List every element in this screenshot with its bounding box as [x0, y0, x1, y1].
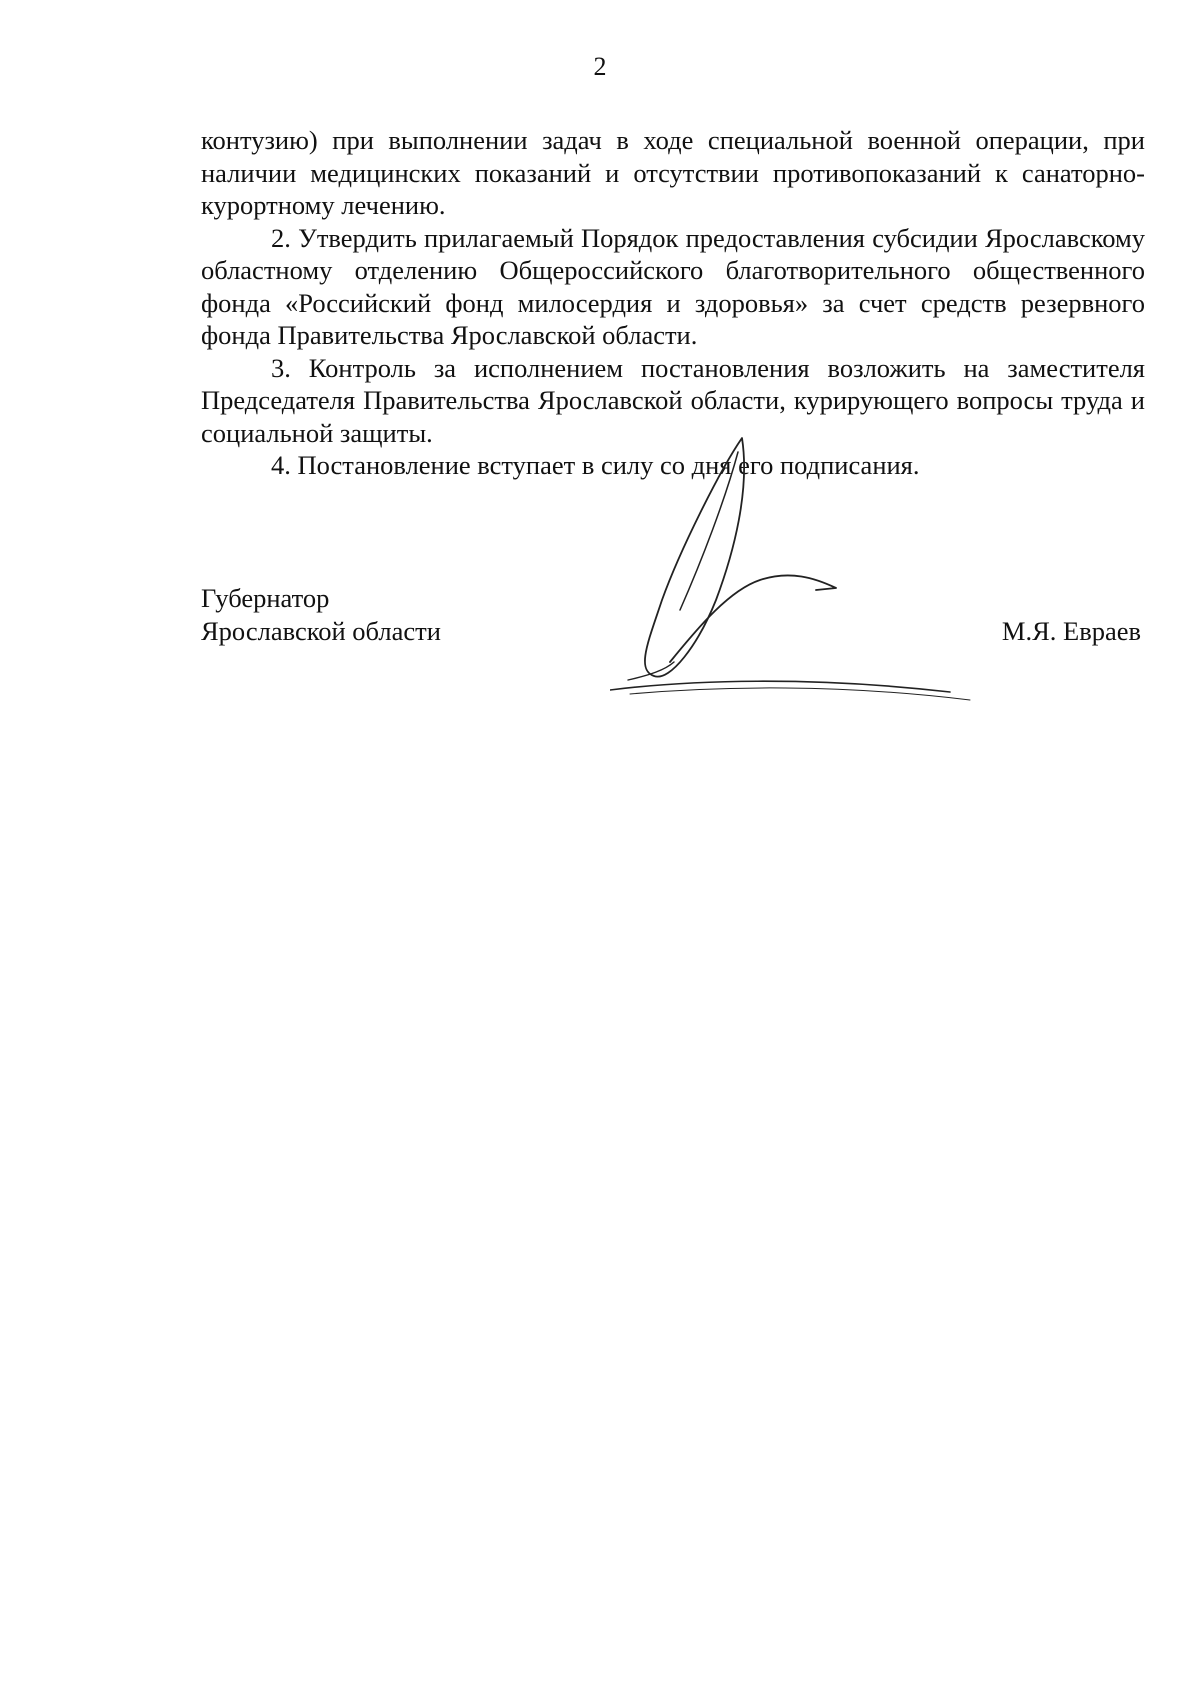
- document-body: [201, 124, 1145, 482]
- signer-position-line-2: Ярославской области: [201, 615, 441, 646]
- page-number: 2: [593, 52, 607, 81]
- signer-position: [201, 582, 441, 647]
- paragraph-item-3: 3. Контроль за исполнением постановления возложить на заместителя Председателя Правительства Ярославской области, курирующего вопросы труда и социальной защиты.: [201, 352, 1145, 448]
- paragraph-item-2: 2. Утвердить прилагаемый Порядок предоставления субсидии Ярославскому областному отделению Общероссийского благотворительного общественного фонда «Российский фонд милосердия и здоровья» за счет средств резервного фонда Правительства Ярославской области.: [201, 222, 1145, 350]
- signer-position-line-1: Губернатор: [201, 583, 330, 613]
- handwritten-signature-icon: [610, 430, 1010, 710]
- paragraph-item-4: 4. Постановление вступает в силу со дня его подписания.: [271, 450, 920, 480]
- signer-name: М.Я. Евраев: [1001, 615, 1141, 646]
- paragraph-continuation: контузию) при выполнении задач в ходе специальной военной операции, при наличии медицинских показаний и отсутствии противопоказаний к санаторно-курортному лечению.: [201, 125, 1145, 220]
